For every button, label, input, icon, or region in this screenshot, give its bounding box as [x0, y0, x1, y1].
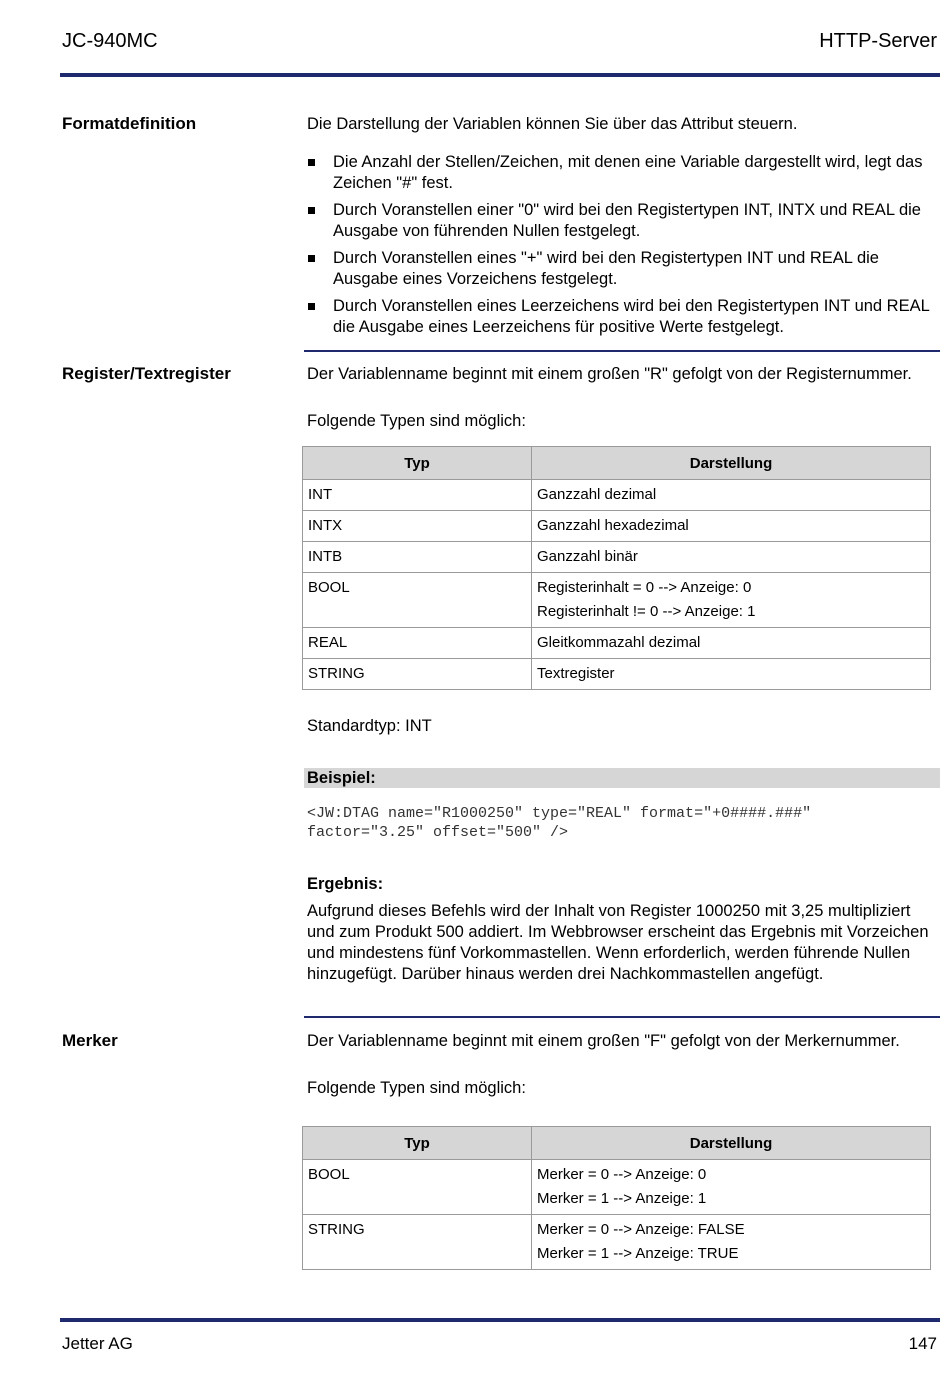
column-header-typ: Typ	[303, 1127, 532, 1160]
register-types-table	[302, 446, 931, 690]
list-item	[307, 200, 937, 242]
section-divider	[304, 1016, 940, 1018]
section-title-register: Register/Textregister	[62, 364, 231, 383]
table-row	[303, 1160, 931, 1215]
cell-text-line2: Merker = 1 --> Anzeige: TRUE	[537, 1245, 739, 1262]
list-item	[307, 248, 937, 290]
cell-typ: BOOL	[303, 1160, 532, 1215]
header-rule	[60, 73, 940, 77]
code-example	[307, 804, 937, 842]
bullet-text: Durch Voranstellen einer "0" wird bei den Registertypen INT, INTX und REAL die Ausgabe von führenden Nullen festgelegt.	[333, 201, 921, 240]
cell-darstellung	[532, 542, 931, 573]
list-item	[307, 296, 937, 338]
table-row	[303, 480, 931, 511]
cell-darstellung	[532, 480, 931, 511]
column-header-typ: Typ	[303, 447, 532, 480]
table-row	[303, 542, 931, 573]
code-line-2: factor="3.25" offset="500" />	[307, 824, 569, 841]
bullet-text: Durch Voranstellen eines "+" wird bei den Registertypen INT und REAL die Ausgabe eines Vorzeichens festgelegt.	[333, 249, 879, 288]
footer-company: Jetter AG	[62, 1334, 133, 1353]
table-header-row	[303, 1127, 931, 1160]
standard-type: Standardtyp: INT	[307, 717, 432, 735]
result-text: Aufgrund dieses Befehls wird der Inhalt von Register 1000250 mit 3,25 multipliziert und zum Produkt 500 addiert. Im Webbrowser erscheint das Ergebnis mit Vorzeichen und mindestens fünf Vorkommastellen. Wenn erforderlich, werden führende Nullen hinzugefügt. Darüber hinaus werden drei Nachkommastellen angefügt.	[307, 902, 929, 983]
page-number: 147	[908, 1334, 937, 1353]
format-intro: Die Darstellung der Variablen können Sie über das Attribut steuern.	[307, 115, 798, 133]
code-line-1: <JW:DTAG name="R1000250" type="REAL" format="+0####.###"	[307, 805, 812, 822]
example-label: Beispiel:	[304, 768, 940, 788]
cell-text-line2: Registerinhalt != 0 --> Anzeige: 1	[537, 603, 756, 620]
cell-darstellung	[532, 1215, 931, 1270]
register-intro: Der Variablenname beginnt mit einem großen "R" gefolgt von der Registernummer.	[307, 365, 912, 383]
cell-typ: REAL	[303, 628, 532, 659]
cell-typ: INTX	[303, 511, 532, 542]
register-types-intro: Folgende Typen sind möglich:	[307, 412, 526, 430]
table-row	[303, 628, 931, 659]
cell-text-line2: Merker = 1 --> Anzeige: 1	[537, 1190, 707, 1207]
merker-types-table	[302, 1126, 931, 1270]
list-item	[307, 152, 937, 194]
cell-darstellung	[532, 573, 931, 628]
cell-text: Ganzzahl hexadezimal	[537, 517, 689, 534]
column-header-darstellung: Darstellung	[532, 447, 931, 480]
cell-darstellung	[532, 1160, 931, 1215]
cell-typ: STRING	[303, 659, 532, 690]
cell-text: Ganzzahl dezimal	[537, 486, 657, 503]
bullet-square-icon	[308, 255, 315, 262]
cell-typ: BOOL	[303, 573, 532, 628]
header-chapter-title: HTTP-Server	[819, 30, 937, 52]
result-label: Ergebnis:	[307, 875, 384, 893]
bullet-square-icon	[308, 159, 315, 166]
cell-text: Merker = 0 --> Anzeige: FALSE	[537, 1221, 745, 1238]
table-row	[303, 659, 931, 690]
table-header-row	[303, 447, 931, 480]
section-title-merker: Merker	[62, 1031, 118, 1050]
table-row	[303, 1215, 931, 1270]
column-header-darstellung: Darstellung	[532, 1127, 931, 1160]
cell-text: Registerinhalt = 0 --> Anzeige: 0	[537, 579, 752, 596]
merker-types-intro: Folgende Typen sind möglich:	[307, 1079, 526, 1097]
section-divider	[304, 350, 940, 352]
cell-darstellung	[532, 628, 931, 659]
table-row	[303, 573, 931, 628]
cell-text: Merker = 0 --> Anzeige: 0	[537, 1166, 707, 1183]
section-title-formatdefinition: Formatdefinition	[62, 114, 197, 133]
footer-rule	[60, 1318, 940, 1322]
cell-darstellung	[532, 511, 931, 542]
cell-typ: INT	[303, 480, 532, 511]
bullet-text: Durch Voranstellen eines Leerzeichens wird bei den Registertypen INT und REAL die Ausgabe eines Leerzeichens für positive Werte festgelegt.	[333, 297, 930, 336]
cell-text: Textregister	[537, 665, 615, 682]
table-row	[303, 511, 931, 542]
bullet-text: Die Anzahl der Stellen/Zeichen, mit denen eine Variable dargestellt wird, legt das Zeichen "#" fest.	[333, 153, 923, 192]
format-bullet-list	[307, 152, 937, 344]
header-doc-title: JC-940MC	[62, 30, 158, 52]
merker-intro: Der Variablenname beginnt mit einem großen "F" gefolgt von der Merkernummer.	[307, 1032, 900, 1050]
bullet-square-icon	[308, 303, 315, 310]
cell-typ: STRING	[303, 1215, 532, 1270]
cell-text: Ganzzahl binär	[537, 548, 638, 565]
cell-darstellung	[532, 659, 931, 690]
bullet-square-icon	[308, 207, 315, 214]
cell-text: Gleitkommazahl dezimal	[537, 634, 701, 651]
cell-typ: INTB	[303, 542, 532, 573]
